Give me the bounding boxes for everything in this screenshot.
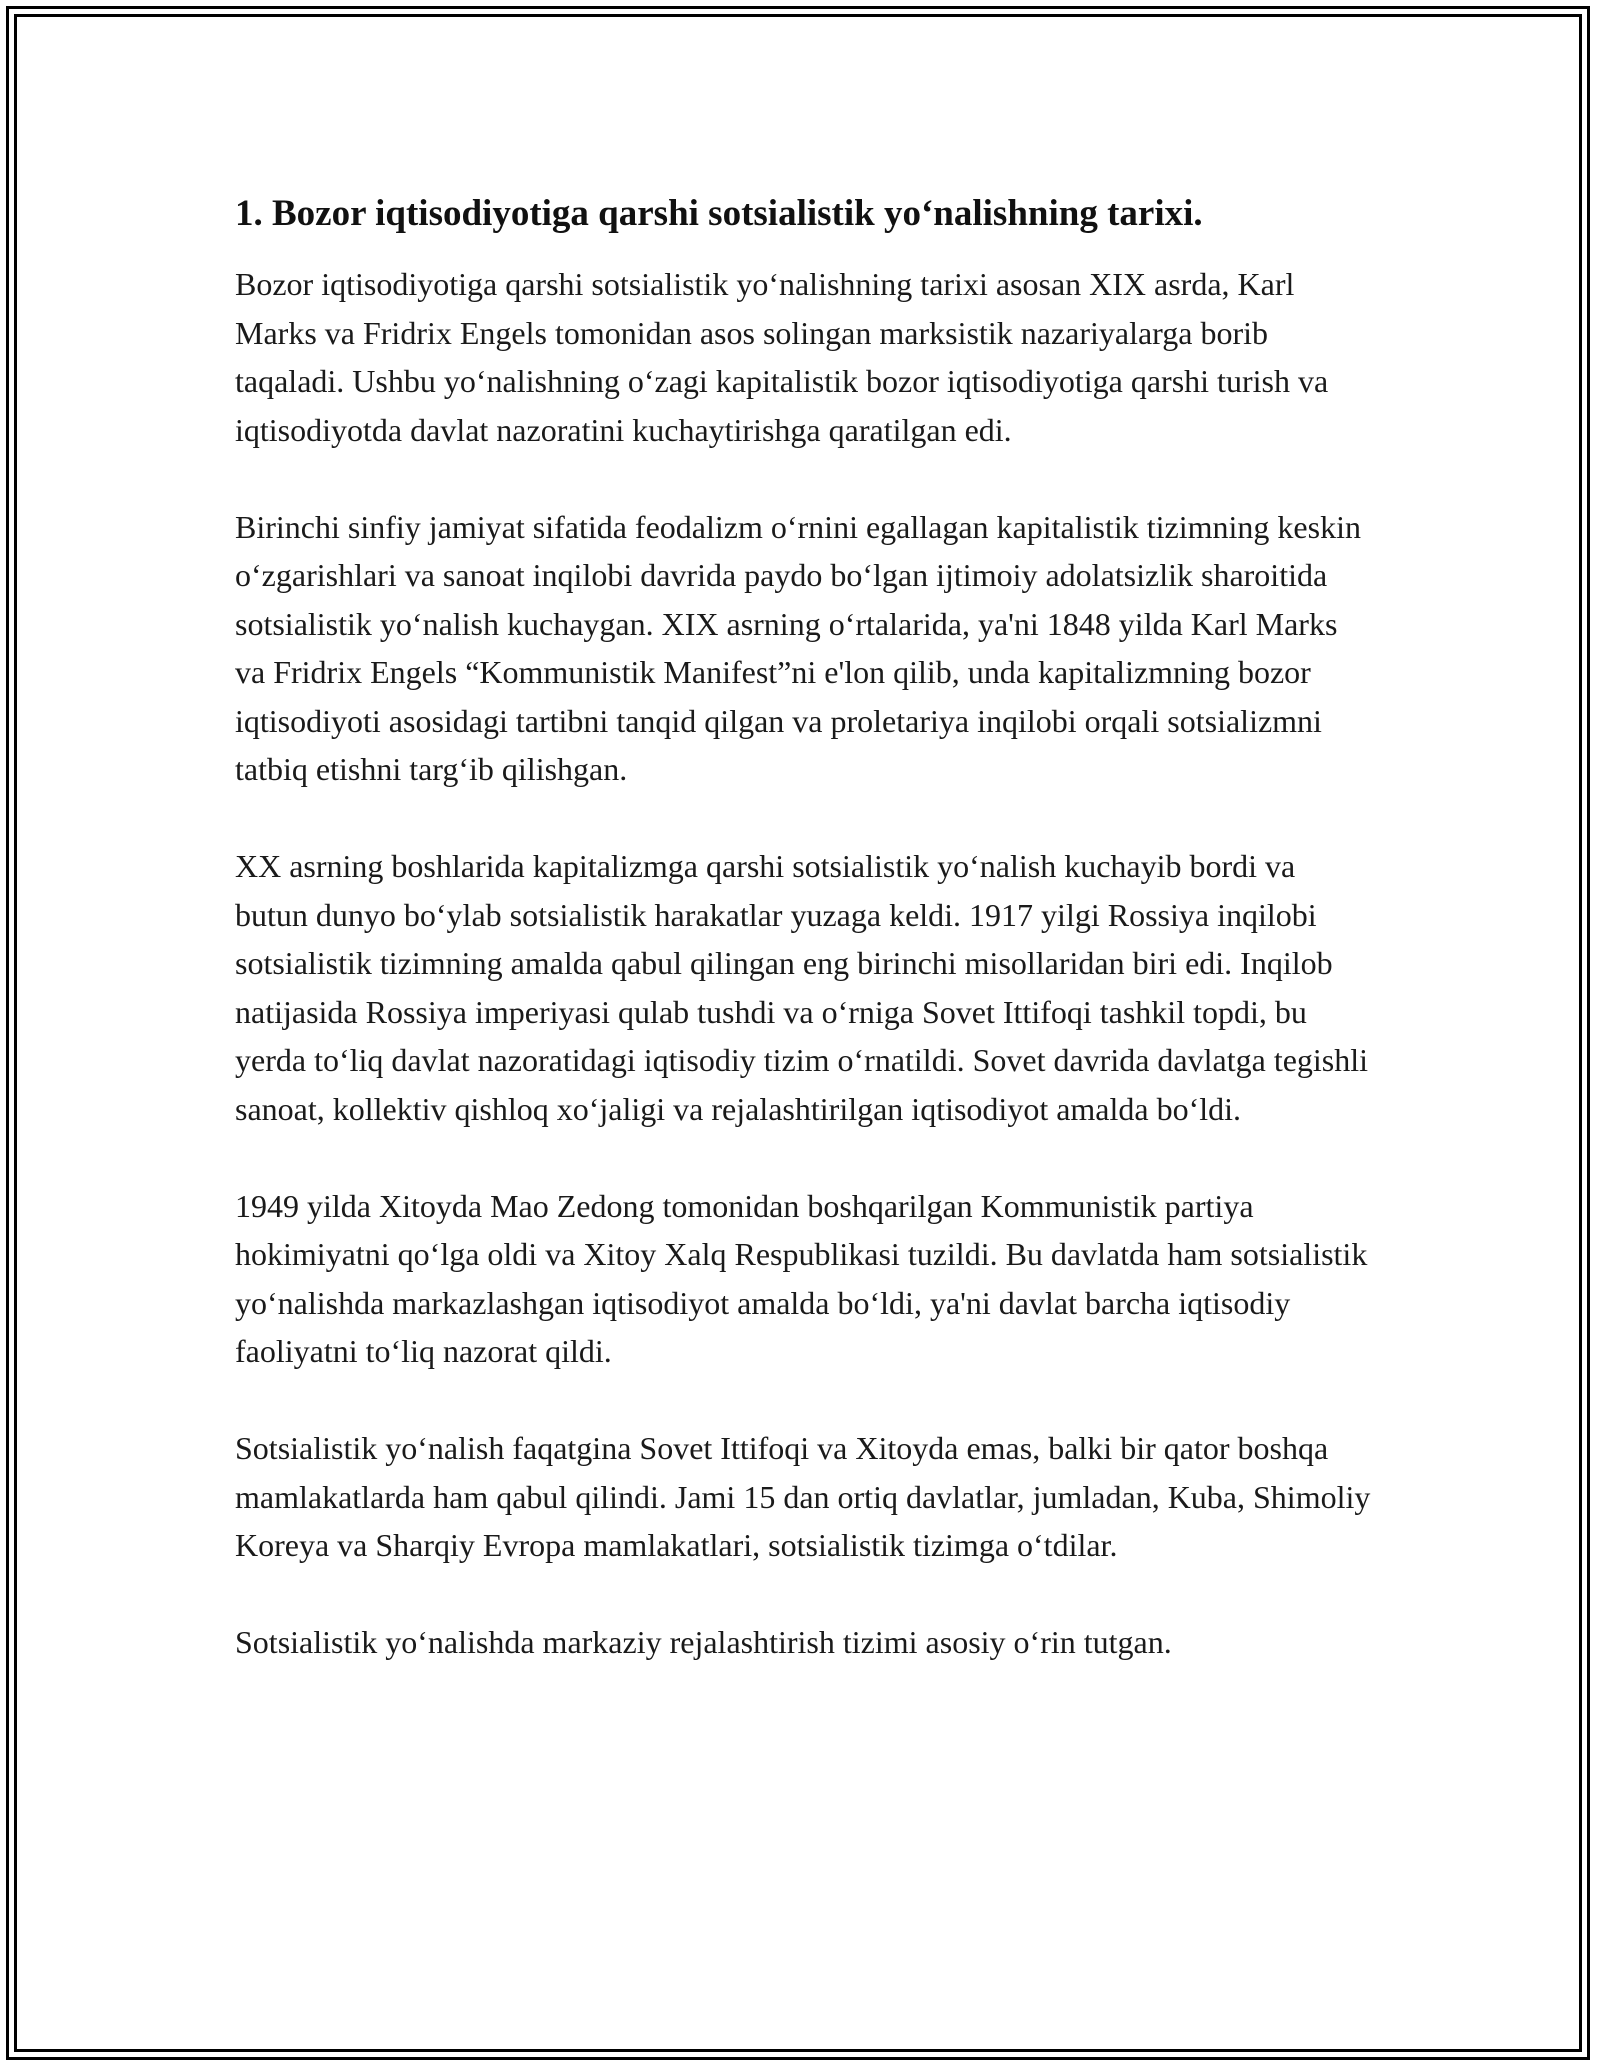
paragraph-5: Sotsialistik yo‘nalish faqatgina Sovet Ittifoqi va Xitoyda emas, balki bir qator boshqa mamlakatlarda ham qabul qilindi. Jami 15 dan ortiq davlatlar, jumladan, Kuba, Shimoliy Koreya va Sharqiy Evropa mamlakatlari, sotsialistik tizimga o‘tdilar. [235,1430,1371,1563]
paragraph-6: Sotsialistik yo‘nalishda markaziy rejalashtirish tizimi asosiy o‘rin tutgan. [235,1624,1172,1660]
paragraph-4: 1949 yilda Xitoyda Mao Zedong tomonidan boshqarilgan Kommunistik partiya hokimiyatni qo‘lga oldi va Xitoy Xalq Respublikasi tuzildi. Bu davlatda ham sotsialistik yo‘nalishda markazlashgan iqtisodiyot amalda bo‘ldi, ya'ni davlat barcha iqtisodiy faoliyatni to‘liq nazorat qildi. [235,1187,1368,1369]
paragraph-1: Bozor iqtisodiyotiga qarshi sotsialistik yo‘nalishning tarixi asosan XIX asrda, Karl Marks va Fridrix Engels tomonidan asos solingan marksistik nazariyalarga borib taqaladi. Ushbu yo‘nalishning o‘zagi kapitalistik bozor iqtisodiyotiga qarshi turish va iqtisodiyotda davlat nazoratini kuchaytirishga qaratilgan edi. [235,266,1329,448]
paragraph-3: XX asrning boshlarida kapitalizmga qarshi sotsialistik yo‘nalish kuchayib bordi va butun dunyo bo‘ylab sotsialistik harakatlar yuzaga keldi. 1917 yilgi Rossiya inqilobi sotsialistik tizimning amalda qabul qilingan eng birinchi misollaridan biri edi. Inqilob natijasida Rossiya imperiyasi qulab tushdi va o‘rniga Sovet Ittifoqi tashkil topdi, bu yerda to‘liq davlat nazoratidagi iqtisodiy tizim o‘rnatildi. Sovet davrida davlatga tegishli sanoat, kollektiv qishloq xo‘jaligi va rejalashtirilgan iqtisodiyot amalda bo‘ldi. [235,848,1369,1127]
paragraph-2: Birinchi sinfiy jamiyat sifatida feodalizm o‘rnini egallagan kapitalistik tizimning keskin o‘zgarishlari va sanoat inqilobi davrida paydo bo‘lgan ijtimoiy adolatsizlik sharoitida sotsialistik yo‘nalish kuchaygan. XIX asrning o‘rtalarida, ya'ni 1848 yilda Karl Marks va Fridrix Engels “Kommunistik Manifest”ni e'lon qilib, unda kapitalizmning bozor iqtisodiyoti asosidagi tartibni tanqid qilgan va proletariya inqilobi orqali sotsializmni tatbiq etishni targ‘ib qilishgan. [235,508,1361,787]
document-body [235,188,1375,1667]
section-heading: 1. Bozor iqtisodiyotiga qarshi sotsialistik yo‘nalishning tarixi. [235,193,1203,234]
